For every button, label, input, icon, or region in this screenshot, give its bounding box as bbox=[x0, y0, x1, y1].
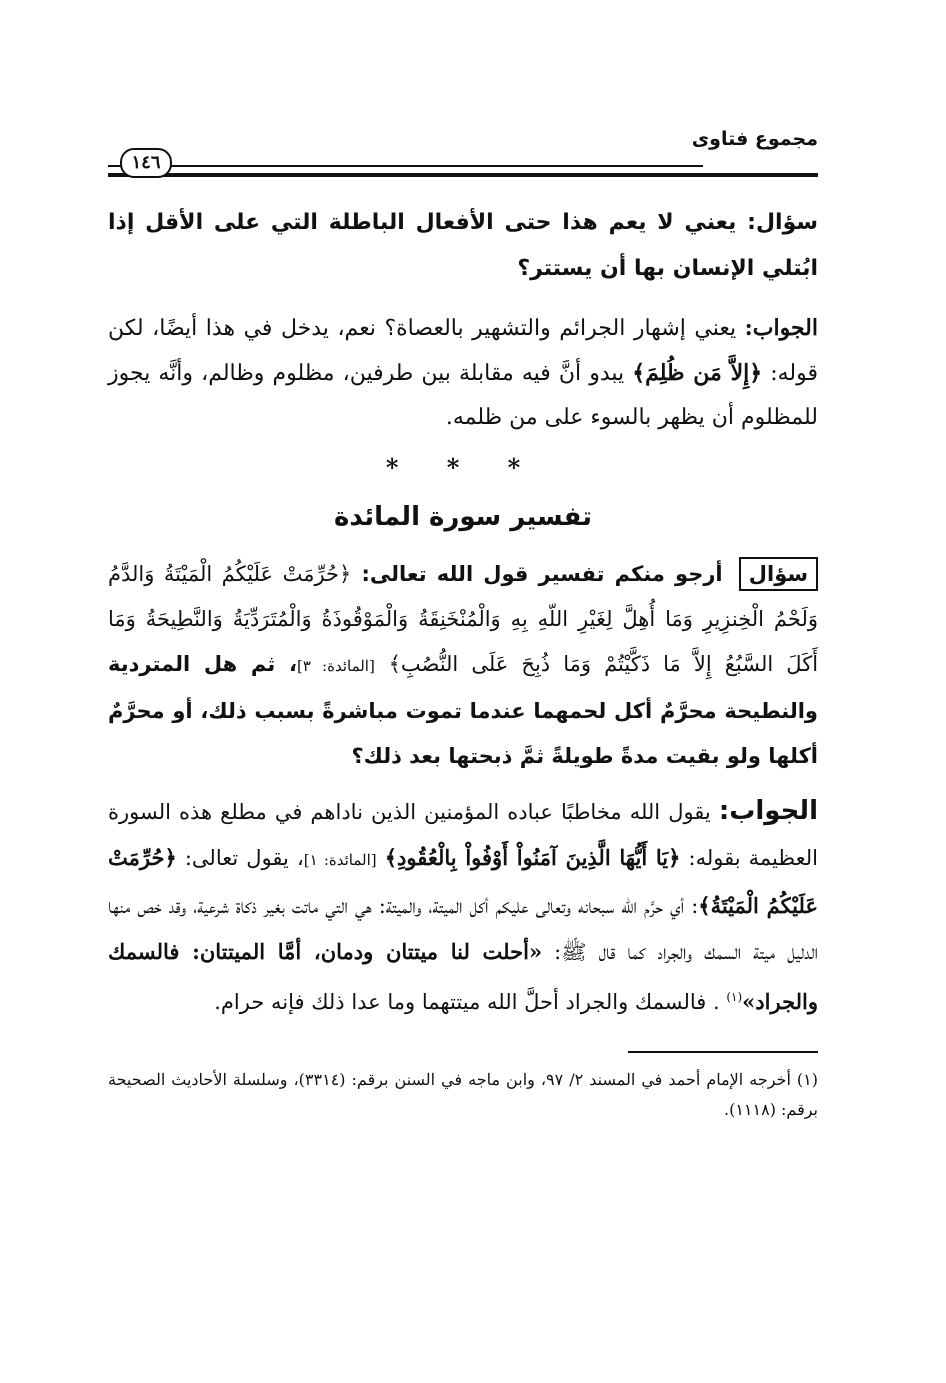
answer-1-text-2: يبدو أنَّ فيه مقابلة بين طرفين، مظلوم وظالم، وأنَّه يجوز للمظلوم أن يظهر بالسوء على من ظلمه. bbox=[108, 361, 818, 430]
question-1-label: سؤال: bbox=[747, 210, 818, 235]
answer-1-text-1: يعني إشهار الجرائم والتشهير بالعصاة؟ نعم، يدخل في هذا أيضًا، لكن قوله: bbox=[108, 316, 818, 386]
question-2-label: سؤال bbox=[739, 557, 818, 591]
answer-2 bbox=[108, 789, 818, 1025]
answer-2-verse-2: ﴿حُرِّمَتْ عَلَيْكُمُ الْمَيْتَةُ﴾ bbox=[108, 845, 818, 918]
answer-1 bbox=[108, 306, 818, 440]
answer-2-ref-1: [المائدة: ١] bbox=[303, 851, 377, 869]
page-number: ١٤٦ bbox=[120, 148, 172, 178]
question-2 bbox=[108, 552, 818, 779]
question-1 bbox=[108, 200, 818, 292]
footnote: (١) أخرجه الإمام أحمد في المسند ٢/ ٩٧، وابن ماجه في السنن برقم: (٣٣١٤)، وسلسلة الأحاديث الصحيحة برقم: (١١١٨). bbox=[108, 1070, 818, 1119]
question-2-intro: أرجو منكم تفسير قول الله تعالى: bbox=[361, 562, 723, 586]
question-2-ref: [المائدة: ٣] bbox=[296, 657, 375, 675]
question-1-text: يعني لا يعم هذا حتى الأفعال الباطلة التي على الأقل إذا ابُتلي الإنسان بها أن يستتر؟ bbox=[108, 210, 818, 281]
answer-2-text-4: . فالسمك والجراد أحلَّ الله ميتتهما وما عدا ذلك فإنه حرام. bbox=[214, 990, 720, 1014]
answer-1-label: الجواب: bbox=[744, 315, 818, 341]
answer-2-verse-1: ﴿يَا أَيُّهَا الَّذِينَ آمَنُواْ أَوْفُواْ بِالْعُقُودِ﴾ bbox=[384, 845, 681, 870]
header-rule-thin bbox=[108, 165, 703, 167]
section-title: تفسير سورة المائدة bbox=[333, 502, 592, 532]
section-separator: * * * bbox=[385, 453, 541, 482]
answer-2-label: الجواب: bbox=[718, 796, 818, 826]
answer-2-hadith: «أحلت لنا ميتتان ودمان، أمَّا الميتتان: فالسمك والجراد» bbox=[108, 939, 818, 1014]
answer-2-text-3: : أي حرَّم الله سبحانه وتعالى عليكم أكل الميتة، والميتة: هي التي ماتت بغير ذكاة شرعية، وقد خص منها الدليل ميتة السمك والجراد كما قال ﷺ: bbox=[108, 894, 818, 964]
header-rule-thick bbox=[108, 173, 818, 177]
running-title: مجموع فتاوى bbox=[691, 128, 818, 150]
answer-2-text-2: ، يقول تعالى: bbox=[184, 846, 304, 870]
question-2-rest: ، ثم هل المتردية والنطيحة محرَّمٌ أكل لحمهما عندما تموت مباشرةً بسبب ذلك، أو محرَّمٌ أكلها ولو بقيت مدةً طويلةً ثمَّ ذبحتها بعد ذلك؟ bbox=[108, 652, 818, 768]
question-2-verse: ﴿حُرِّمَتْ عَلَيْكُمُ الْمَيْتَةُ وَالدَّمُ وَلَحْمُ الْخِنزِيرِ وَمَا أُهِلَّ لِغَيْرِ اللّهِ بِهِ وَالْمُنْخَنِقَةُ وَالْمَوْقُوذَةُ وَالْمُتَرَدِّيَةُ وَالنَّطِيحَةُ وَمَا أَكَلَ السَّبُعُ إِلاَّ مَا ذَكَّيْتُمْ وَمَا ذُبِحَ عَلَى النُّصُبِ﴾ bbox=[108, 562, 819, 676]
footnote-rule bbox=[628, 1051, 818, 1053]
page bbox=[108, 118, 818, 1141]
answer-2-text-1: يقول الله مخاطبًا عباده المؤمنين الذين ناداهم في مطلع هذه السورة العظيمة بقوله: bbox=[108, 800, 818, 870]
page-header bbox=[108, 118, 818, 178]
footnote-marker: (١) bbox=[726, 990, 743, 1004]
answer-1-verse: ﴿إِلاَّ مَن ظُلِمَ﴾ bbox=[632, 360, 763, 386]
